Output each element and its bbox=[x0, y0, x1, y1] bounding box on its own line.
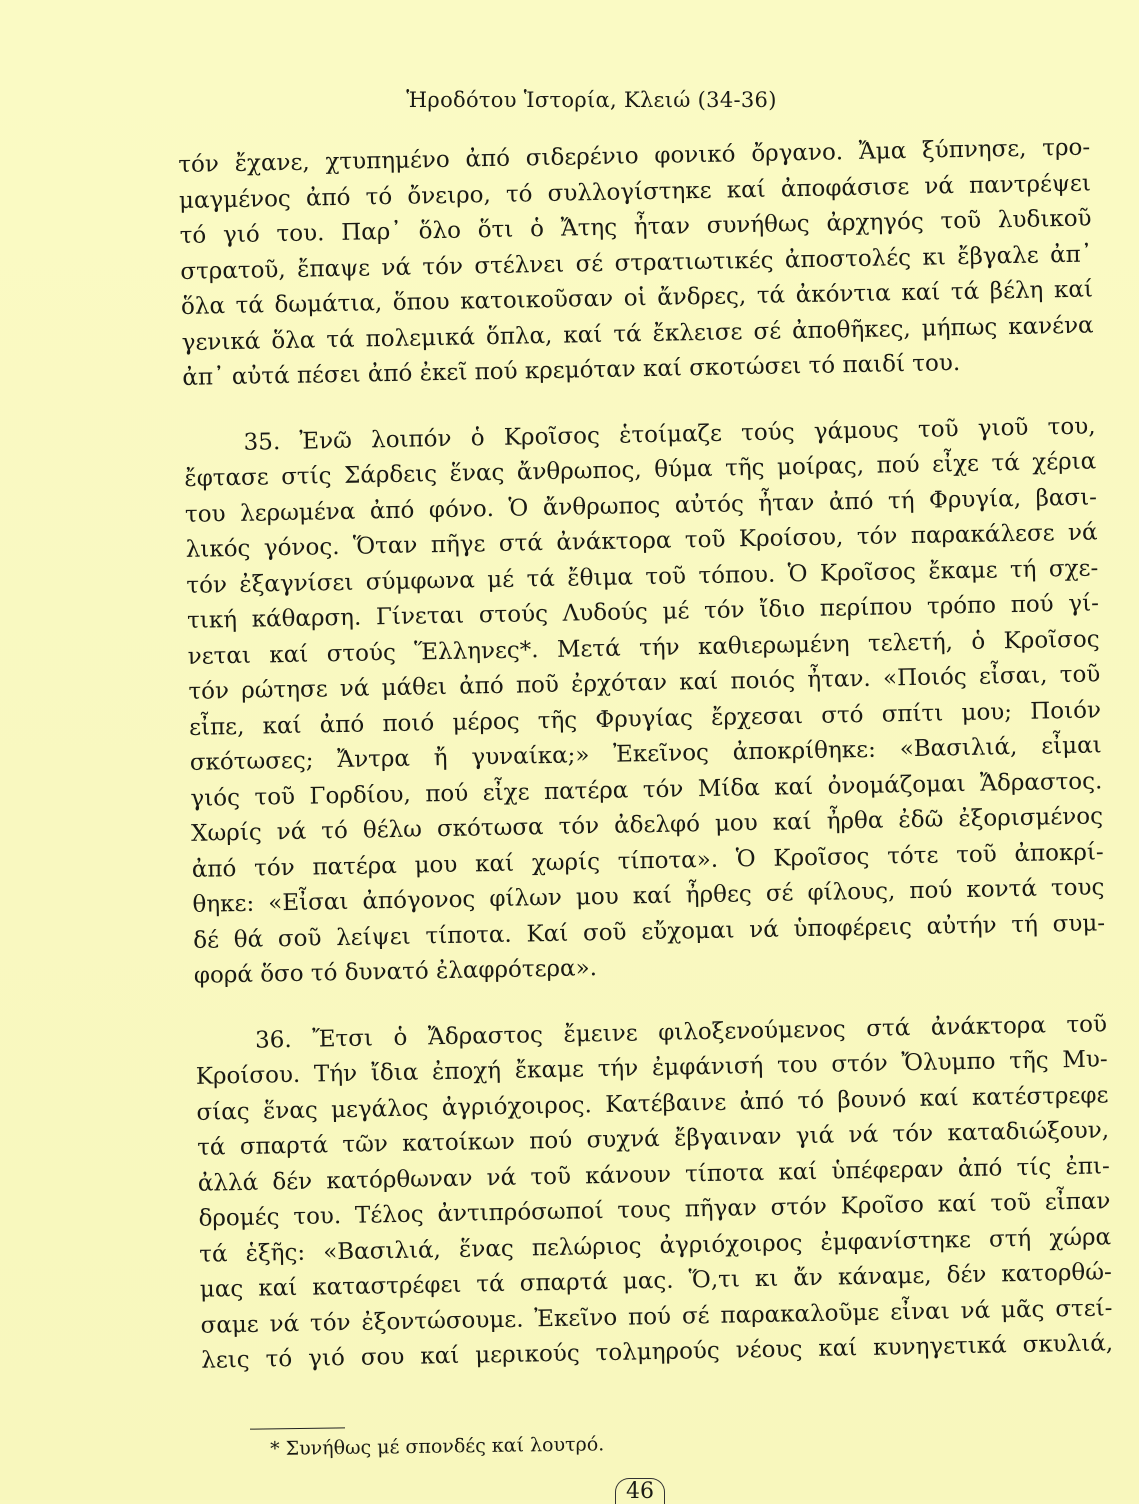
text-line: μας καί καταστρέφει τά σπαρτά μας. Ὅ,τι κι ἄν κάναμε, δέν κατορθώ- bbox=[199, 1259, 1113, 1303]
running-header: Ἡροδότου Ἱστορία, Κλειώ (34-36) bbox=[406, 88, 777, 112]
text-line: ἀλλά δέν κατόρθωναν νά τοῦ κάνουν τίποτα καί ὑπέφεραν ἀπό τίς ἐπι- bbox=[197, 1152, 1110, 1197]
footnote: * Συνήθως μέ σπονδές καί λουτρό. bbox=[270, 1433, 605, 1460]
text-line: φορά ὅσο τό δυνατό ἐλαφρότερα». bbox=[193, 955, 598, 989]
text-line: σκότωσες; Ἄντρα ἤ γυναίκα;» Ἐκεῖνος ἀποκρίθηκε: «Βασιλιά, εἶμαι bbox=[189, 732, 1102, 776]
text-line: γιός τοῦ Γορδίου, πού εἶχε πατέρα τόν Μίδα καί ὀνομάζομαι Ἄδραστος. bbox=[190, 767, 1103, 812]
text-line: 36. Ἔτσι ὁ Ἄδραστος ἔμεινε φιλοξενούμενος στά ἀνάκτορα τοῦ bbox=[254, 1010, 1108, 1054]
text-line: ἀπ᾽ αὐτά πέσει ἀπό ἐκεῖ πού κρεμόταν καί σκοτώσει τό παιδί του. bbox=[182, 350, 961, 391]
text-line: ὅλα τά δωμάτια, ὅπου κατοικοῦσαν οἱ ἄνδρες, τά ἀκόντια καί τά βέλη καί bbox=[180, 276, 1094, 320]
text-line: δέ θά σοῦ λείψει τίποτα. Καί σοῦ εὔχομαι νά ὑποφέρεις αὐτήν τή συμ- bbox=[192, 909, 1106, 954]
text-line: δρομές του. Τέλος ἀντιπρόσωποί τους πῆγαν στόν Κροῖσο καί τοῦ εἶπαν bbox=[198, 1188, 1111, 1232]
text-line: θηκε: «Εἶσαι ἀπόγονος φίλων μου καί ἦρθες σέ φίλους, πού κοντά τους bbox=[192, 874, 1105, 918]
page-number: 46 bbox=[615, 1478, 665, 1504]
text-line: νεται καί στούς Ἕλληνες*. Μετά τήν καθιερωμένη τελετή, ὁ Κροῖσος bbox=[187, 625, 1100, 670]
text-line: μαγμένος ἀπό τό ὄνειρο, τό συλλογίστηκε καί ἀποφάσισε νά παντρέψει bbox=[178, 169, 1092, 214]
text-line: τά σπαρτά τῶν κατοίκων πού συχνά ἔβγαιναν γιά νά τόν καταδιώξουν, bbox=[196, 1117, 1110, 1161]
text-line: λεις τό γιό σου καί μερικούς τολμηρούς νέους καί κυνηγετικά σκυλιά, bbox=[201, 1330, 1114, 1374]
footnote-divider bbox=[250, 1427, 345, 1429]
text-line: σαμε νά τόν ἐξοντώσουμε. Ἐκεῖνο πού σέ παρακαλοῦμε εἶναι νά μᾶς στεί- bbox=[200, 1294, 1113, 1339]
text-line: τό γιό του. Παρ᾽ ὅλο ὅτι ὁ Ἄτης ἦταν συνήθως ἀρχηγός τοῦ λυδικοῦ bbox=[179, 205, 1092, 249]
text-line: λικός γόνος. Ὅταν πῆγε στά ἀνάκτορα τοῦ Κροίσου, τόν παρακάλεσε νά bbox=[185, 519, 1098, 563]
text-line: 35. Ἐνῶ λοιπόν ὁ Κροῖσος ἑτοίμαζε τούς γάμους τοῦ γιοῦ του, bbox=[243, 412, 1096, 456]
text-line: του λερωμένα ἀπό φόνο. Ὁ ἄνθρωπος αὐτός ἦταν ἀπό τή Φρυγία, βασι- bbox=[184, 483, 1098, 528]
text-line: τική κάθαρση. Γίνεται στούς Λυδούς μέ τόν ἴδιο περίπου τρόπο πού γί- bbox=[186, 590, 1100, 634]
text-line: σίας ἕνας μεγάλος ἀγριόχοιρος. Κατέβαινε ἀπό τό βουνό καί κατέστρεφε bbox=[196, 1081, 1109, 1126]
text-line: τά ἑξῆς: «Βασιλιά, ἕνας πελώριος ἀγριόχοιρος ἐμφανίστηκε στή χώρα bbox=[198, 1223, 1112, 1268]
text-line: Χωρίς νά τό θέλω σκότωσα τόν ἀδελφό μου καί ἦρθα ἐδῶ ἐξορισμένος bbox=[190, 803, 1104, 847]
text-line: γενικά ὅλα τά πολεμικά ὅπλα, καί τά ἔκλεισε σέ ἀποθῆκες, μήπως κανένα bbox=[181, 311, 1094, 356]
text-line: τόν ρώτησε νά μάθει ἀπό ποῦ ἐρχόταν καί ποιός ἦταν. «Ποιός εἶσαι, τοῦ bbox=[188, 661, 1101, 705]
text-line: εἶπε, καί ἀπό ποιό μέρος τῆς Φρυγίας ἔρχεσαι στό σπίτι μου; Ποιόν bbox=[188, 696, 1102, 741]
text-line: τόν ἐξαγνίσει σύμφωνα μέ τά ἔθιμα τοῦ τόπου. Ὁ Κροῖσος ἔκαμε τή σχε- bbox=[186, 554, 1099, 599]
text-line: τόν ἔχανε, χτυπημένο ἀπό σιδερένιο φονικό ὄργανο. Ἄμα ξύπνησε, τρο- bbox=[178, 134, 1091, 178]
text-line: ἀπό τόν πατέρα μου καί χωρίς τίποτα». Ὁ Κροῖσος τότε τοῦ ἀποκρί- bbox=[191, 838, 1104, 883]
text-line: Κροίσου. Τήν ἴδια ἐποχή ἔκαμε τήν ἐμφάνισή του στόν Ὄλυμπο τῆς Μυ- bbox=[195, 1046, 1108, 1090]
paragraph-34-end bbox=[178, 130, 1095, 396]
text-line: στρατοῦ, ἔπαψε νά τόν στέλνει σέ στρατιωτικές ἀποστολές κι ἔβγαλε ἀπ᾽ bbox=[180, 240, 1093, 285]
text-line: ἔφτασε στίς Σάρδεις ἕνας ἄνθρωπος, θύμα τῆς μοίρας, πού εἶχε τά χέρια bbox=[184, 448, 1097, 492]
body-text bbox=[178, 130, 1113, 1379]
